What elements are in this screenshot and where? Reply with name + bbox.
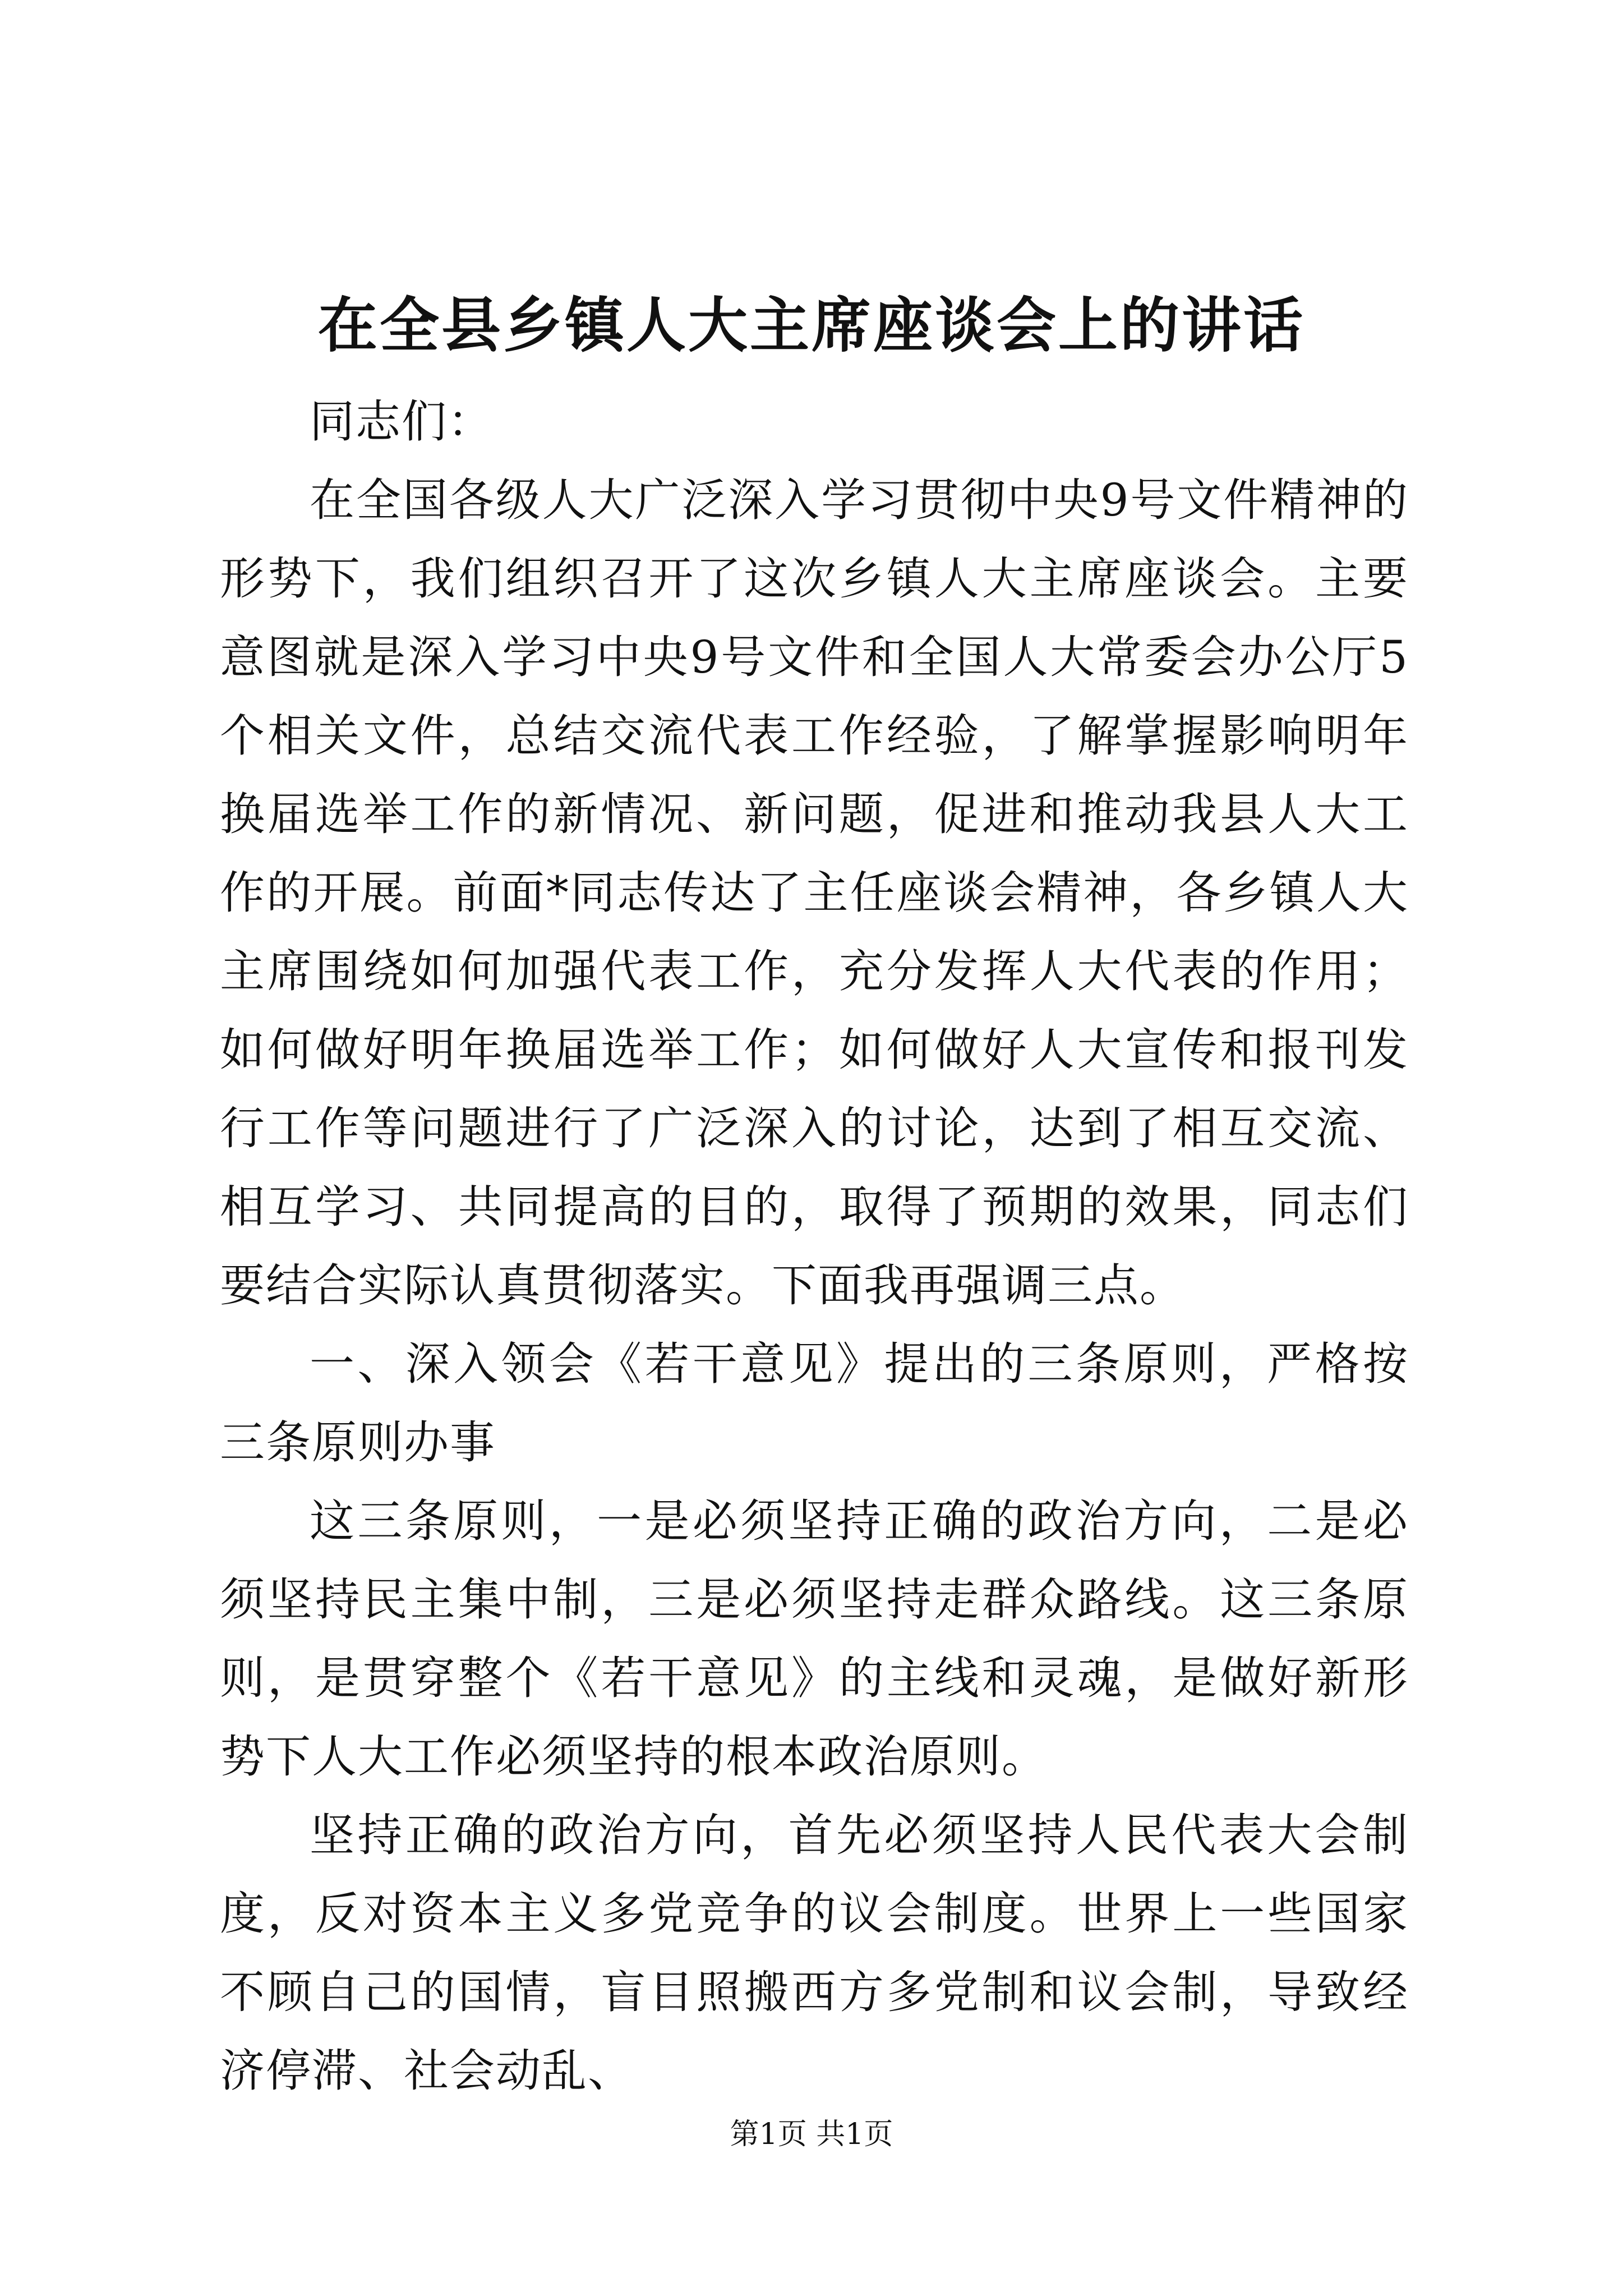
section-heading-1: 一、深入领会《若干意见》提出的三条原则，严格按三条原则办事 <box>220 1338 1409 1469</box>
page-number-footer: 第1页 共1页 <box>730 2118 893 2151</box>
principles-paragraph: 这三条原则，一是必须坚持正确的政治方向，二是必须坚持民主集中制，三是必须坚持走群众路线。这三条原则，是贯穿整个《若干意见》的主线和灵魂，是做好新形势下人大工作必须坚持的根本政治原则。 <box>220 1495 1409 1783</box>
document-body <box>220 383 1409 2110</box>
salutation-paragraph: 同志们： <box>310 395 494 448</box>
document-title: 在全县乡镇人大主席座谈会上的讲话 <box>318 290 1305 360</box>
intro-paragraph: 在全国各级人大广泛深入学习贯彻中央9号文件精神的形势下，我们组织召开了这次乡镇人大主席座谈会。主要意图就是深入学习中央9号文件和全国人大常委会办公厅5个相关文件，总结交流代表工作经验，了解掌握影响明年换届选举工作的新情况、新问题，促进和推动我县人大工作的开展。前面*同志传达了主任座谈会精神，各乡镇人大主席围绕如何加强代表工作，充分发挥人大代表的作用；如何做好明年换届选举工作；如何做好人大宣传和报刊发行工作等问题进行了广泛深入的讨论，达到了相互交流、相互学习、共同提高的目的，取得了预期的效果，同志们要结合实际认真贯彻落实。下面我再强调三点。 <box>220 474 1409 1312</box>
political-direction-paragraph: 坚持正确的政治方向，首先必须坚持人民代表大会制度，反对资本主义多党竞争的议会制度。世界上一些国家不顾自己的国情，盲目照搬西方多党制和议会制，导致经济停滞、社会动乱、 <box>220 1809 1409 2097</box>
